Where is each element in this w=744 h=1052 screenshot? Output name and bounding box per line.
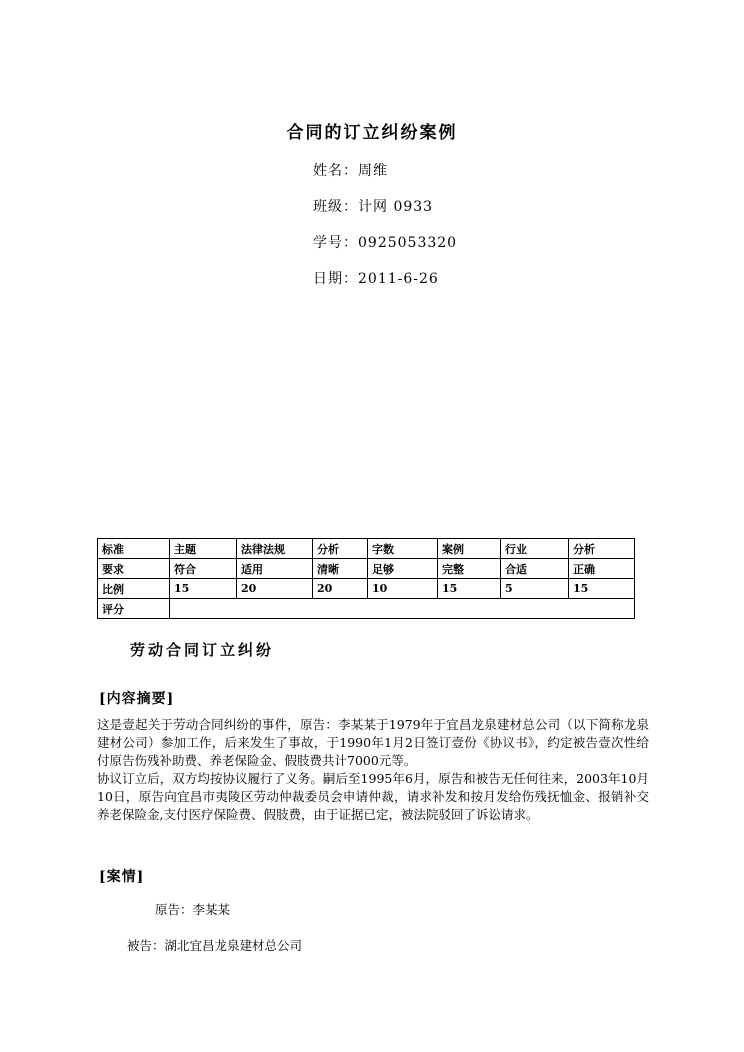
meta-block: [313, 162, 457, 306]
table-cell: 标准: [98, 539, 170, 559]
meta-name-line: 姓名：周维: [313, 163, 388, 179]
table-cell: 案例: [438, 539, 501, 559]
table-cell: 符合: [170, 559, 237, 579]
abstract-body: [97, 716, 649, 824]
table-row-requirements: [98, 559, 635, 579]
table-cell: 完整: [438, 559, 501, 579]
abstract-paragraph-2: 协议订立后，双方均按协议履行了义务。嗣后至1995年6月，原告和被告无任何往来，2003年10月10日，原告向宜昌市夷陵区劳动仲裁委员会申请仲裁，请求补发和按月发给伤残抚恤金、报销补交养老保险金,支付医疗保险费、假肢费，由于证据已定，被法院驳回了诉讼请求。: [97, 771, 649, 822]
table-cell: 10: [368, 579, 438, 599]
table-cell: 清晰: [313, 559, 368, 579]
plaintiff-line: 原告：李某某: [155, 902, 231, 917]
table-cell: 分析: [313, 539, 368, 559]
abstract-paragraph-1: 这是壹起关于劳动合同纠纷的事件，原告：李某某于1979年于宜昌龙泉建材总公司（以下简称龙泉建材公司）参加工作，后来发生了事故，于1990年1月2日签订壹份《协议书》，约定被告壹次性给付原告伤残补助费、养老保险金、假肢费共计7000元等。: [97, 717, 649, 768]
table-cell: 评分: [98, 599, 170, 619]
table-cell: 正确: [569, 559, 635, 579]
table-cell: 比例: [98, 579, 170, 599]
table-cell: 足够: [368, 559, 438, 579]
table-cell-score-empty: [170, 599, 635, 619]
table-cell: 行业: [501, 539, 569, 559]
table-cell: 15: [170, 579, 237, 599]
table-cell: 分析: [569, 539, 635, 559]
abstract-label: [内容摘要]: [99, 691, 175, 707]
table-row-criteria: [98, 539, 635, 559]
table-cell: 合适: [501, 559, 569, 579]
table-cell: 法律法规: [237, 539, 313, 559]
table-cell: 5: [501, 579, 569, 599]
defendant-line: 被告：湖北宜昌龙泉建材总公司: [127, 938, 303, 953]
table-cell: 要求: [98, 559, 170, 579]
table-cell: 适用: [237, 559, 313, 579]
table-row-proportion: [98, 579, 635, 599]
meta-student-id-line: 学号：0925053320: [313, 235, 458, 251]
table-cell: 15: [569, 579, 635, 599]
table-cell: 主题: [170, 539, 237, 559]
table-row-score: [98, 599, 635, 619]
meta-class-line: 班级：计网 0933: [313, 199, 434, 215]
table-cell: 15: [438, 579, 501, 599]
table-cell: 字数: [368, 539, 438, 559]
section-heading: 劳动合同订立纠纷: [130, 641, 275, 659]
case-label: [案情]: [99, 869, 145, 885]
score-table: [97, 538, 635, 619]
table-cell: 20: [237, 579, 313, 599]
table-cell: 20: [313, 579, 368, 599]
meta-date-line: 日期：2011-6-26: [313, 271, 439, 287]
document-title: 合同的订立纠纷案例: [286, 123, 458, 143]
